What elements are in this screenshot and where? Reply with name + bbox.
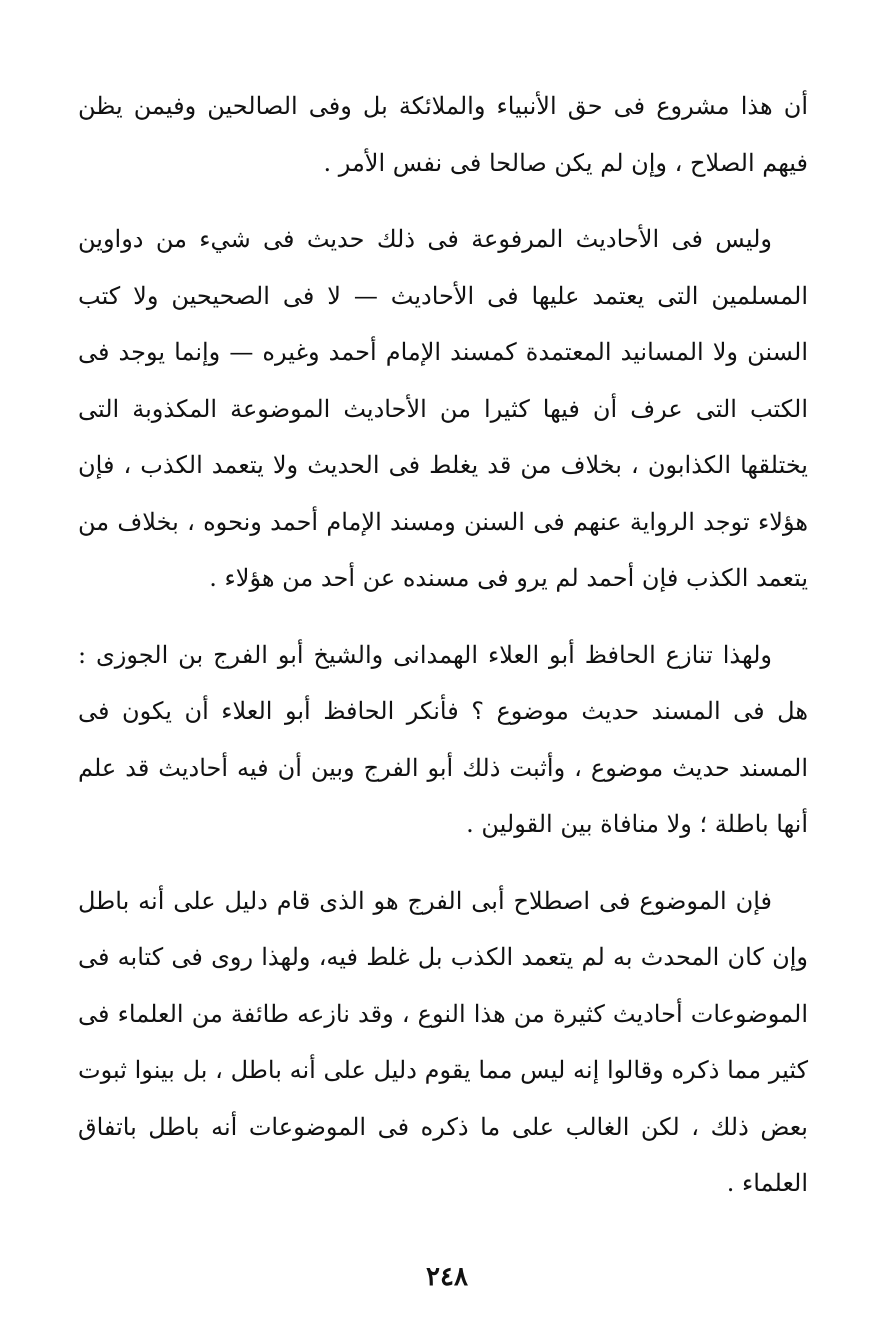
page-body	[78, 78, 808, 1232]
paragraph-3: ولهذا تنازع الحافظ أبو العلاء الهمدانى والشيخ أبو الفرج بن الجوزى : هل فى المسند حديث موضوع ؟ فأنكر الحافظ أبو العلاء أن يكون فى المسند حديث موضوع ، وأثبت ذلك أبو الفرج وبين أن فيه أحاديث قد علم أنها باطلة ؛ ولا منافاة بين القولين .	[78, 640, 808, 838]
paragraph-1: أن هذا مشروع فى حق الأنبياء والملائكة بل وفى الصالحين وفيمن يظن فيهم الصلاح ، وإن لم يكن صالحا فى نفس الأمر .	[78, 92, 808, 177]
paragraph-4: فإن الموضوع فى اصطلاح أبى الفرج هو الذى قام دليل على أنه باطل وإن كان المحدث به لم يتعمد الكذب بل غلط فيه، ولهذا روى فى كتابه فى الموضوعات أحاديث كثيرة من هذا النوع ، وقد نازعه طائفة من العلماء فى كثير مما ذكره وقالوا إنه ليس مما يقوم دليل على أنه باطل ، بل بينوا ثبوت بعض ذلك ، لكن الغالب على ما ذكره فى الموضوعات أنه باطل باتفاق العلماء .	[78, 886, 808, 1197]
page-number: ٢٤٨	[426, 1262, 468, 1292]
paragraph-2: وليس فى الأحاديث المرفوعة فى ذلك حديث فى شيء من دواوين المسلمين التى يعتمد عليها فى الأحاديث — لا فى الصحيحين ولا كتب السنن ولا المسانيد المعتمدة كمسند الإمام أحمد وغيره — وإنما يوجد فى الكتب التى عرف أن فيها كثيرا من الأحاديث الموضوعة المكذوبة التى يختلقها الكذابون ، بخلاف من قد يغلط فى الحديث ولا يتعمد الكذب ، فإن هؤلاء توجد الرواية عنهم فى السنن ومسند الإمام أحمد ونحوه ، بخلاف من يتعمد الكذب فإن أحمد لم يرو فى مسنده عن أحد من هؤلاء .	[78, 225, 809, 592]
